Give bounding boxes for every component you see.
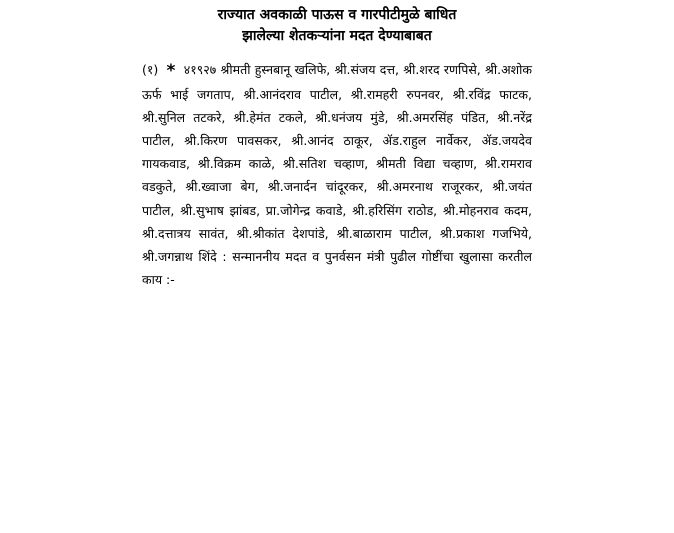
question-addressee: सन्माननीय मदत व पुनर्वसन मंत्री पुढील गोष्टींचा खुलासा करतील काय :- [142, 248, 532, 287]
page-title-line-1: राज्यात अवकाळी पाऊस व गारपीटीमुळे बाधित [217, 7, 457, 23]
question-paragraph [142, 58, 532, 291]
question-serial: (१) [142, 62, 159, 77]
member-names: श्रीमती हुस्नबानू खलिफे, श्री.संजय दत्त, श्री.शरद रणपिसे, श्री.अशोक ऊर्फ भाई जगताप, श्री.आनंदराव पाटील, श्री.रामहरी रुपनवर, श्री.रविंद्र फाटक, श्री.सुनिल तटकरे, श्री.हेमंत टकले, श्री.धनंजय मुंडे, श्री.अमरसिंह पंडित, श्री.नरेंद्र पाटील, श्री.किरण पावसकर, श्री.आनंद ठाकूर, ॲड.राहुल नार्वेकर, ॲड.जयदेव गायकवाड, श्री.विक्रम काळे, श्री.सतिश चव्हाण, श्रीमती विद्या चव्हाण, श्री.रामराव वडकुते, श्री.ख्वाजा बेग, श्री.जनार्दन चांदूरकर, श्री.अमरनाथ राजूरकर, श्री.जयंत पाटील, श्री.सुभाष झांबड, प्रा.जोगेन्द्र कवाडे, श्री.हरिसिंग राठोड, श्री.मोहनराव कदम, श्री.दत्तात्रय सावंत, श्री.श्रीकांत देशपांडे, श्री.बाळाराम पाटील, श्री.प्रकाश गजभिये, श्री.जगन्नाथ शिंदे : [142, 62, 532, 264]
question-number: ४१९२७ [183, 62, 217, 77]
page-title-line-2: झालेल्या शेतकऱ्यांना मदत देण्याबाबत [242, 28, 432, 44]
starred-question-marker: * [166, 61, 176, 81]
